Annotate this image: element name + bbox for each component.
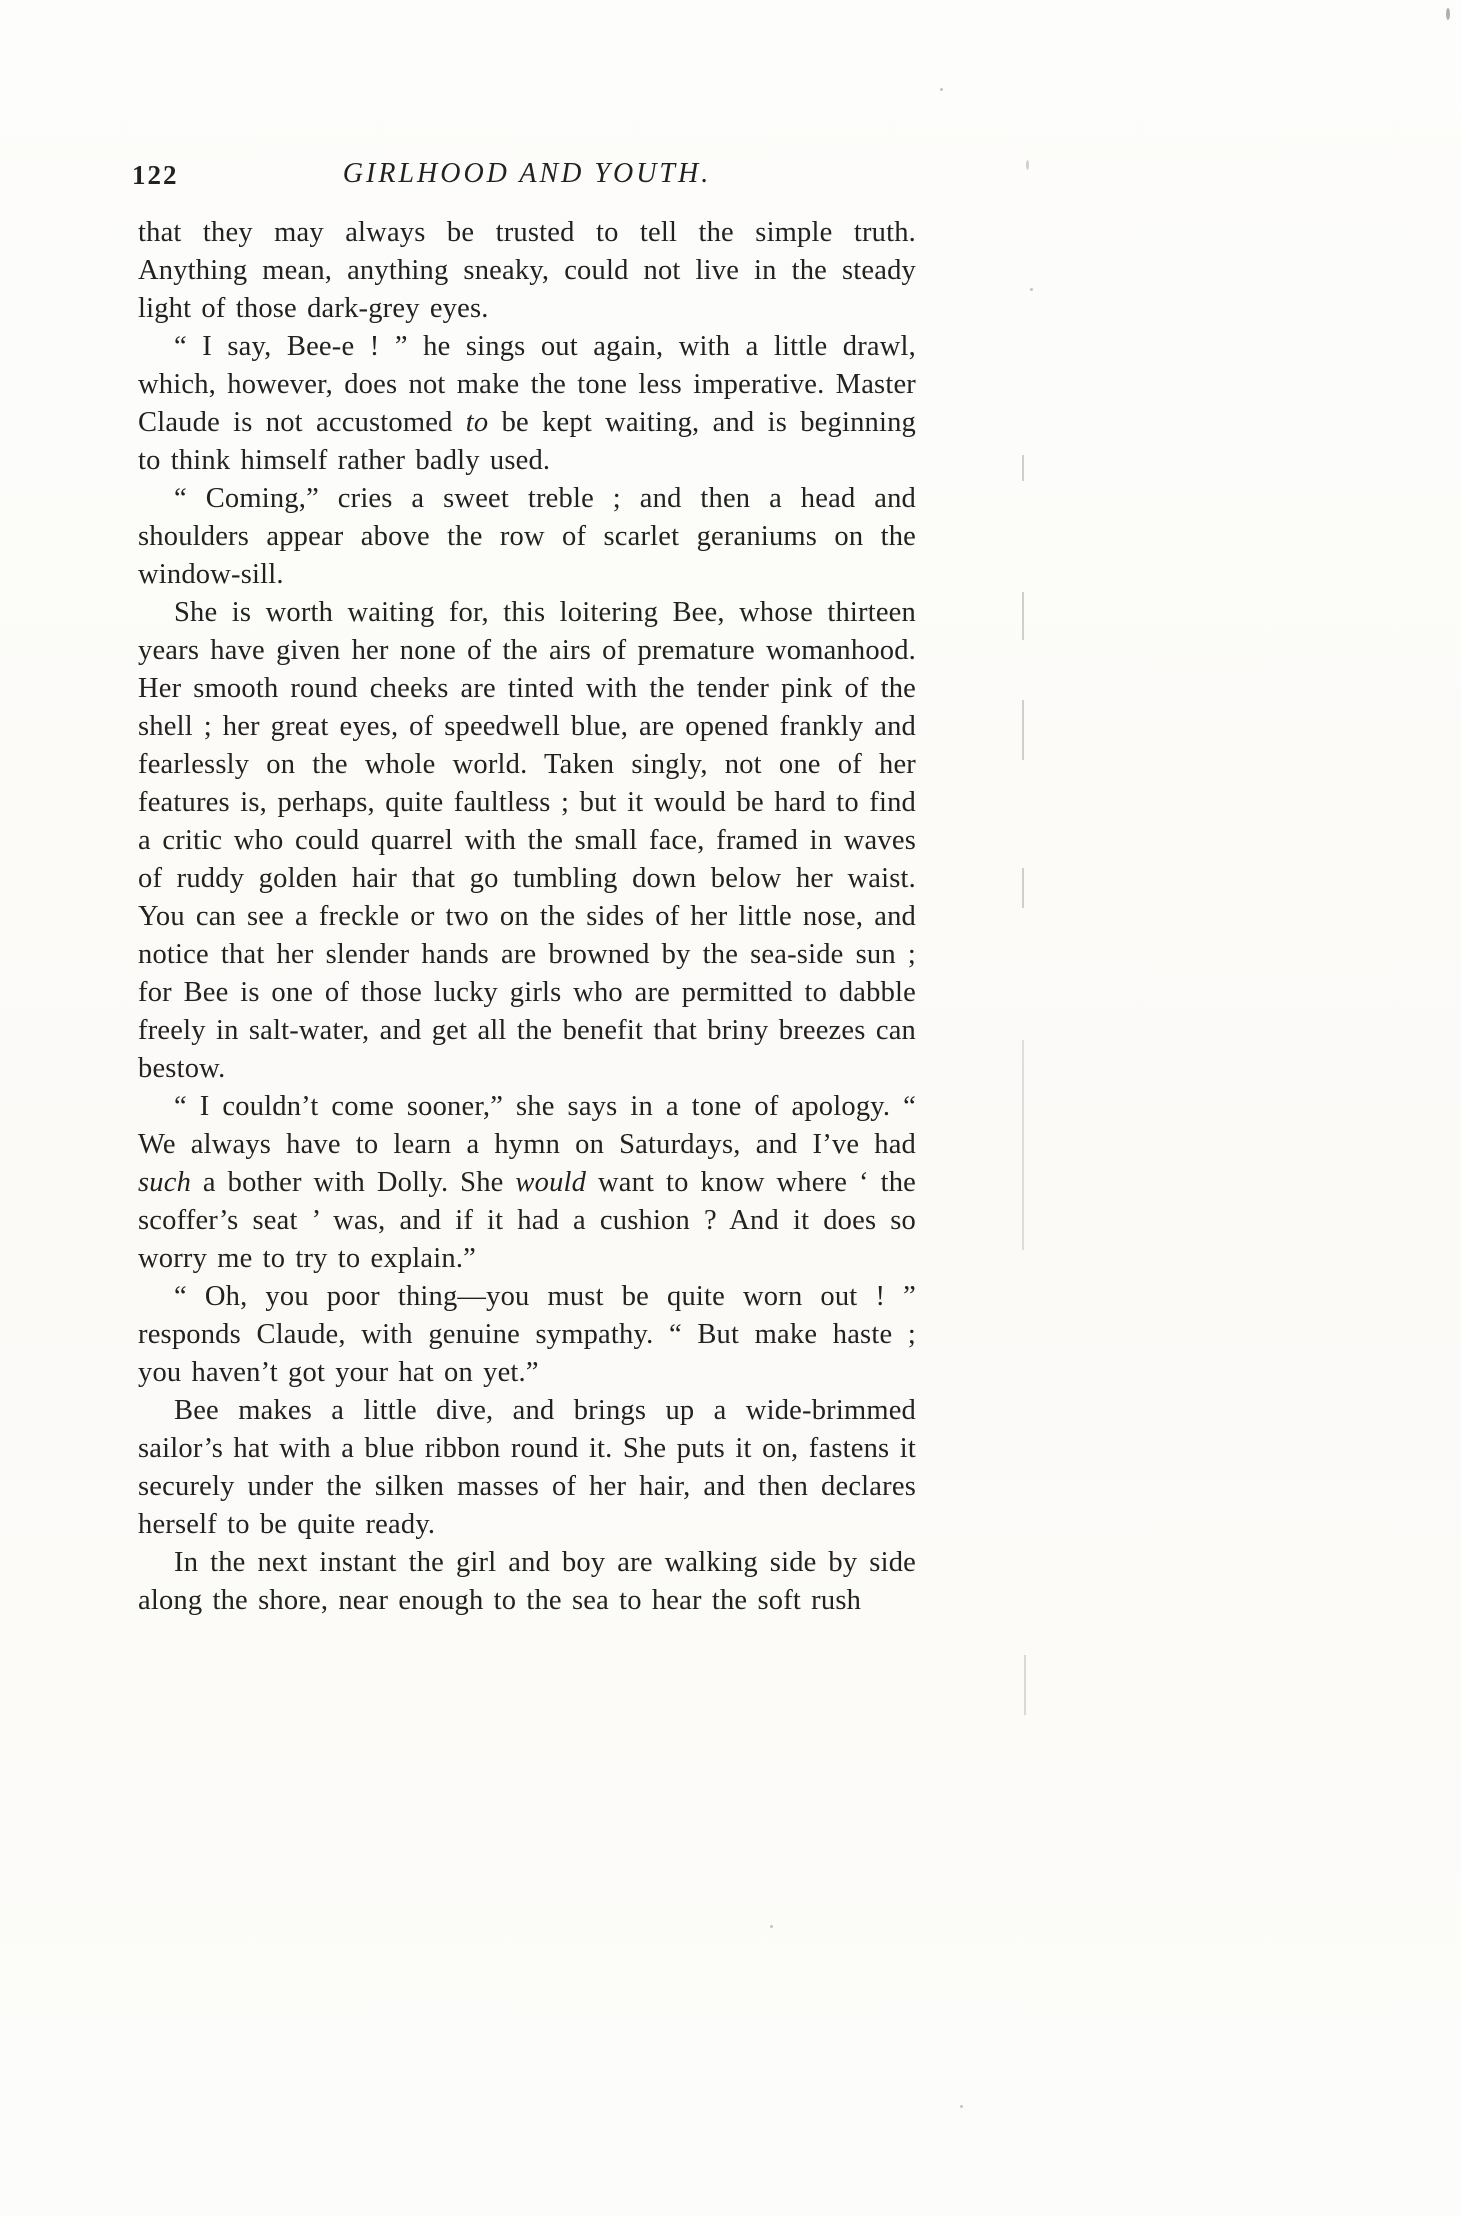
scan-artifact (1022, 455, 1024, 481)
page-body (138, 214, 916, 1620)
text-run: that they may always be trusted to tell the simple truth. Anything mean, anything sneaky, could not live in the steady light of those dark-grey eyes. (138, 217, 916, 324)
text-run: She is worth waiting for, this loitering Bee, whose thirteen years have given her none of the airs of premature womanhood. Her smooth round cheeks are tinted with the tender pink of the shell ; her great eyes, of speedwell blue, are opened frankly and fearlessly on the whole world. Taken singly, not one of her features is, perhaps, quite faultless ; but it would be hard to find a critic who could quarrel with the small face, framed in waves of ruddy golden hair that go tumbling down below her waist. You can see a freckle or two on the sides of her little nose, and notice that her slender hands are browned by the sea-side sun ; for Bee is one of those lucky girls who are permitted to dabble freely in salt-water, and get all the benefit that briny breezes can bestow. (138, 597, 916, 1084)
scan-speck (1026, 160, 1029, 170)
paragraph (138, 1278, 916, 1392)
text-run: “ Oh, you poor thing—you must be quite worn out ! ” responds Claude, with genuine sympathy. “ But make haste ; you haven’t got your hat on yet.” (138, 1281, 916, 1388)
paragraph (138, 480, 916, 594)
emphasized-text: to (465, 407, 489, 438)
paragraph (138, 1392, 916, 1544)
emphasized-text: would (515, 1167, 587, 1198)
running-title: GIRLHOOD AND YOUTH. (342, 158, 712, 189)
text-run: “ Coming,” cries a sweet treble ; and then a head and shoulders appear above the row of scarlet geraniums on the window-sill. (138, 483, 916, 590)
emphasized-text: such (138, 1167, 192, 1198)
scan-artifact (1022, 592, 1024, 640)
page-number: 122 (132, 160, 179, 190)
text-run: want to know where ‘ the scoffer’s seat ’ was, and if it had a cushion ? And it does so worry me to try to explain.” (138, 1167, 917, 1274)
paragraph (138, 594, 916, 1088)
page-content (132, 158, 917, 1620)
scan-speck (770, 1925, 773, 1928)
paragraph (138, 328, 916, 480)
text-run: “ I say, Bee-e ! ” he sings out again, with a little drawl, which, however, does not make the tone less imperative. Master Claude is not accustomed (138, 331, 916, 438)
text-run: be kept waiting, and is beginning to think himself rather badly used. (138, 407, 916, 476)
text-run: In the next instant the girl and boy are walking side by side along the shore, near enough to the sea to hear the soft rush (138, 1547, 916, 1616)
text-run: Bee makes a little dive, and brings up a wide-brimmed sailor’s hat with a blue ribbon round it. She puts it on, fastens it securely under the silken masses of her hair, and then declares herself to be quite ready. (138, 1395, 916, 1540)
text-run: a bother with Dolly. She (191, 1167, 516, 1198)
page-header (132, 158, 916, 198)
paragraph (138, 214, 916, 328)
scan-speck (940, 88, 943, 91)
scan-artifact (1022, 868, 1024, 908)
paragraph (138, 1088, 916, 1278)
scan-speck (960, 2105, 963, 2108)
scan-artifact (1022, 700, 1024, 760)
paragraph (138, 1544, 916, 1620)
scan-artifact (1022, 1040, 1024, 1250)
scan-speck (1446, 8, 1450, 20)
text-run: “ I couldn’t come sooner,” she says in a tone of apology. “ We always have to learn a hymn on Saturdays, and I’ve had (138, 1091, 916, 1160)
scan-speck (1030, 288, 1033, 291)
scan-artifact (1024, 1655, 1026, 1715)
